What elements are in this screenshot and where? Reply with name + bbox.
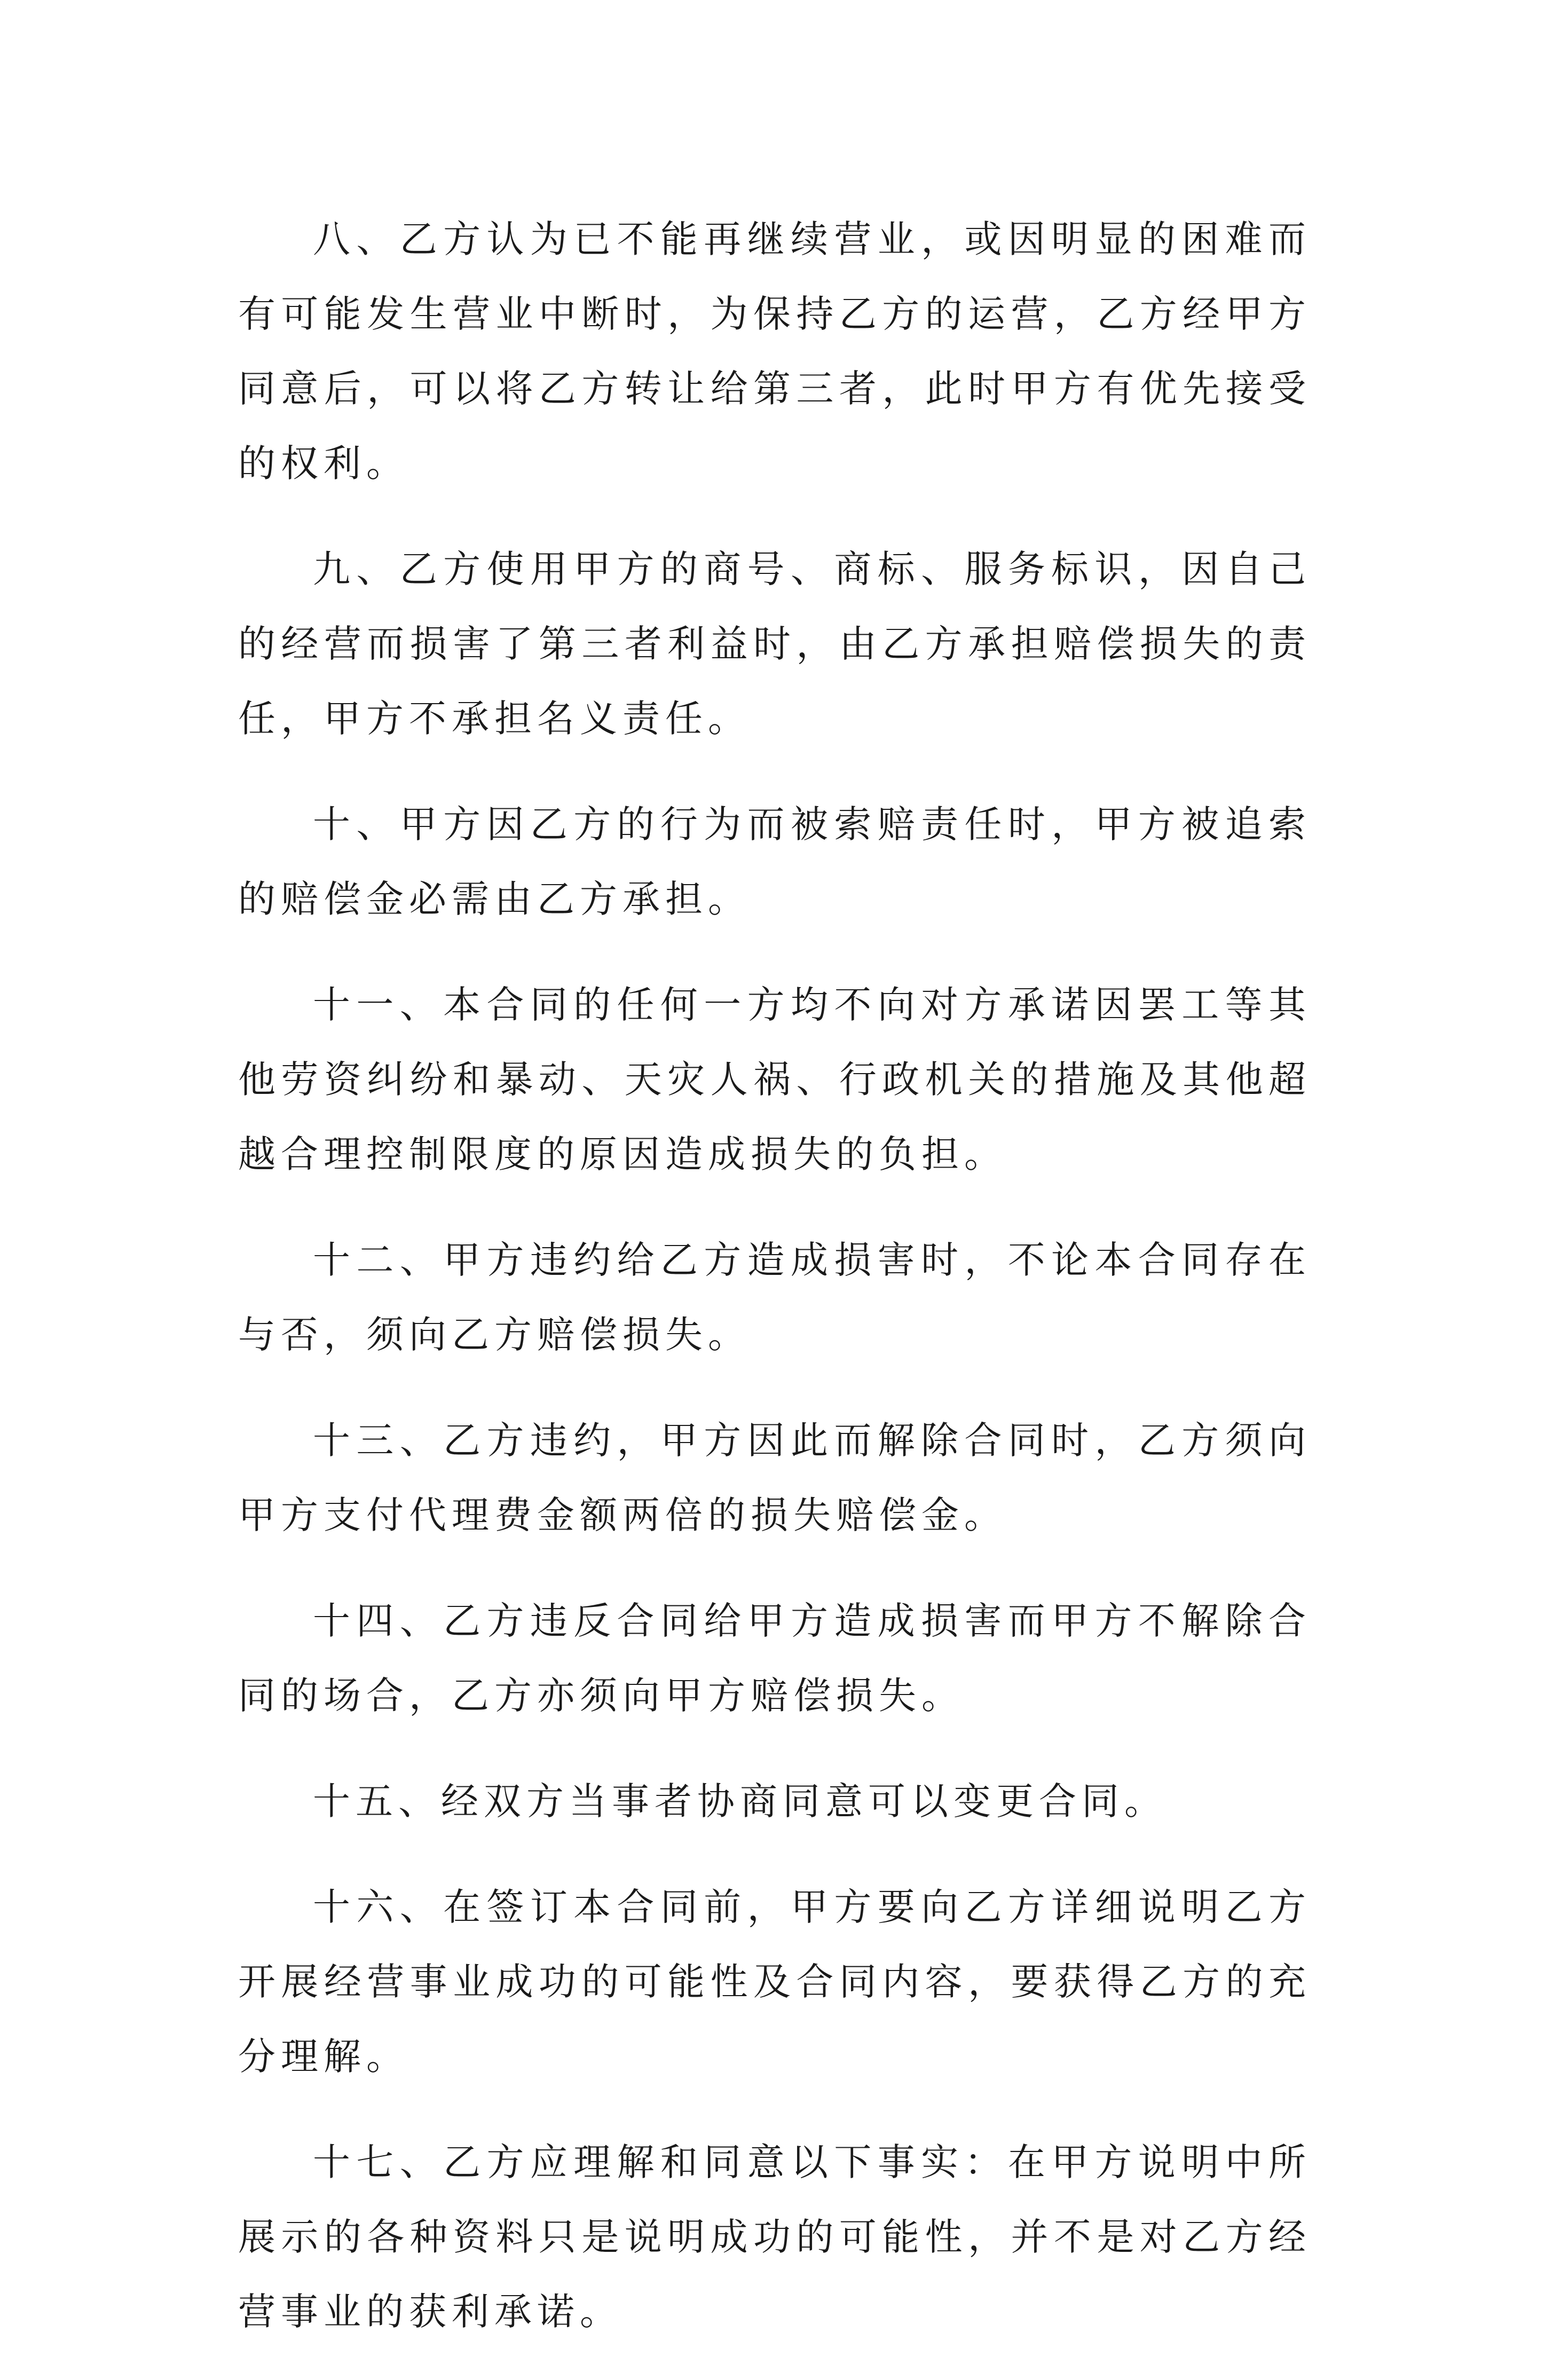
clause-15: 十五、经双方当事者协商同意可以变更合同。: [313, 1779, 1167, 1823]
clause-14: 十四、乙方违反合同给甲方造成损害而甲方不解除合同的场合，乙方亦须向甲方赔偿损失。: [238, 1599, 1311, 1717]
clause-16: 十六、在签订本合同前，甲方要向乙方详细说明乙方开展经营事业成功的可能性及合同内容，要获得乙方的充分理解。: [238, 1885, 1311, 2078]
clause-8: 八、乙方认为已不能再继续营业，或因明显的困难而有可能发生营业中断时，为保持乙方的运营，乙方经甲方同意后，可以将乙方转让给第三者，此时甲方有优先接受的权利。: [238, 217, 1311, 485]
clause-9: 九、乙方使用甲方的商号、商标、服务标识，因自己的经营而损害了第三者利益时，由乙方承担赔偿损失的责任，甲方不承担名义责任。: [238, 547, 1311, 740]
clause-17: 十七、乙方应理解和同意以下事实：在甲方说明中所展示的各种资料只是说明成功的可能性，并不是对乙方经营事业的获利承诺。: [238, 2140, 1311, 2334]
clause-12: 十二、甲方违约给乙方造成损害时，不论本合同存在与否，须向乙方赔偿损失。: [238, 1238, 1311, 1357]
contract-body: [238, 202, 1311, 2380]
clause-13: 十三、乙方违约，甲方因此而解除合同时，乙方须向甲方支付代理费金额两倍的损失赔偿金。: [238, 1418, 1311, 1537]
clause-10: 十、甲方因乙方的行为而被索赔责任时，甲方被追索的赔偿金必需由乙方承担。: [238, 802, 1311, 921]
clause-11: 十一、本合同的任何一方均不向对方承诺因罢工等其他劳资纠纷和暴动、天灾人祸、行政机关的措施及其他超越合理控制限度的原因造成损失的负担。: [238, 983, 1311, 1176]
